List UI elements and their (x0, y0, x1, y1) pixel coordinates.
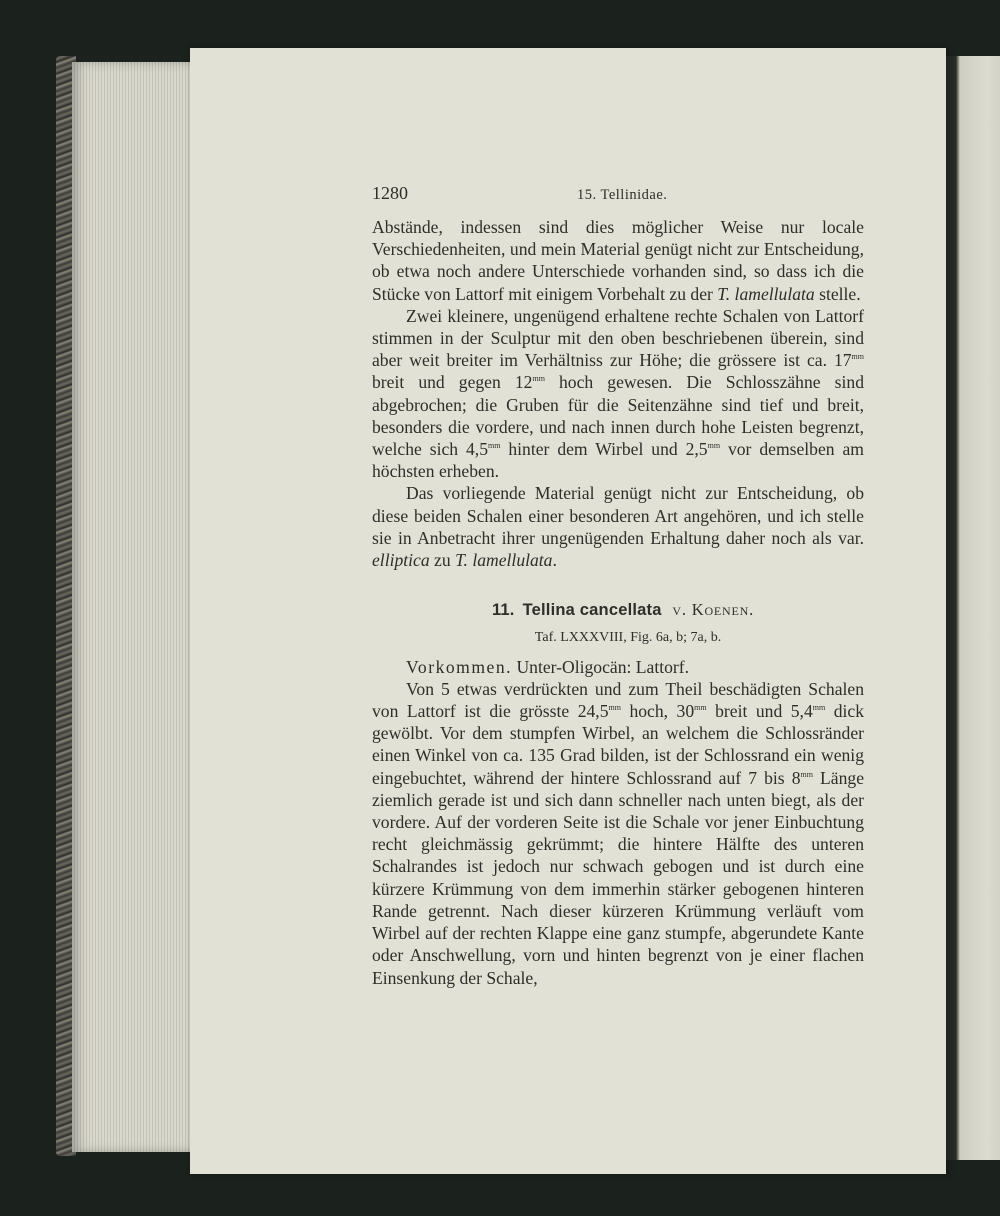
variety-name: elliptica (372, 550, 430, 571)
occurrence-label: Vorkommen. (406, 656, 513, 677)
section-title (382, 599, 864, 621)
paragraph-3-mid: zu (429, 550, 456, 571)
unit-mm: mm (532, 374, 545, 384)
author-name: Koenen. (691, 600, 755, 620)
species-name: T. lamellulata (717, 283, 815, 304)
unit-mm: mm (707, 441, 721, 451)
running-head: 15. Tellinidae. (577, 187, 668, 203)
unit-mm: mm (812, 703, 826, 713)
paragraph-2-part: hinter dem Wirbel und 2,5 (500, 439, 708, 460)
paragraph-3 (372, 482, 864, 571)
author-prefix: v. (672, 600, 687, 620)
paragraph-1 (372, 216, 864, 305)
occurrence-line (372, 656, 864, 678)
facing-page-edge (946, 56, 1000, 1160)
paragraph-1-text: Abstände, indessen sind dies möglicher Weise nur locale Verschiedenheiten, und mein Material genügt nicht zur Entscheidung, ob etwa noch andere Unterschiede vorhanden sind, so dass ich die Stücke von Lattorf mit einigem Vorbehalt zu der (372, 217, 864, 304)
unit-mm: mm (488, 441, 501, 451)
paragraph-3-end: . (552, 550, 557, 571)
paragraph-1-end: stelle. (814, 283, 861, 304)
page-text (372, 182, 864, 989)
paragraph-2-part: vor demselben am höchsten erheben. (372, 439, 864, 482)
paragraph-4-part: Von 5 etwas verdrückten und zum Theil beschädigten Schalen von Lattorf ist die grösste 24,5 (372, 678, 864, 722)
plate-reference: Taf. LXXXVIII, Fig. 6a, b; 7a, b. (534, 630, 722, 646)
paragraph-2-part: breit und gegen 12 (372, 372, 533, 393)
author (672, 600, 754, 619)
unit-mm: mm (608, 703, 621, 713)
unit-mm: mm (800, 769, 813, 779)
paragraph-4-part: hoch, 30 (620, 701, 695, 722)
page-number: 1280 (372, 183, 408, 203)
occurrence-value: Unter-Oligocän: Lattorf. (512, 656, 690, 677)
paragraph-2-part: Zwei kleinere, ungenügend erhaltene rechte Schalen von Lattorf stimmen in der Sculptur mit den oben beschriebenen überein, sind aber weit breiter im Verhältniss zur Höhe; die grössere ist ca. 17 (372, 305, 864, 371)
paragraph-4-part: breit und 5,4 (706, 701, 813, 722)
species-name: T. lamellulata (455, 550, 553, 571)
paragraph-2-part: hoch gewesen. Die Schlosszähne sind abgebrochen; die Gruben für die Seitenzähne sind tief und breit, besonders die vordere, und nach innen durch hohe Leisten begrenzt, welche sich 4,5 (372, 372, 864, 460)
paragraph-4 (372, 678, 864, 989)
paragraph-4-part: Länge ziemlich gerade ist und sich dann schneller nach unten biegt, als der vordere. Auf der vorderen Seite ist die Schale vor jener Einbuchtung recht gleichmässig gekrümmt; die hintere Hälfte des unteren Schalrandes ist jedoch nur schwach gebogen und ist durch eine kürzere Krümmung von dem immerhin stärker gebogenen hinteren Rande getrennt. Nach dieser kürzeren Krümmung verläuft vom Wirbel auf der rechten Klappe eine ganz stumpfe, abgerundete Kante oder Anschwellung, vorn und hinten begrenzt von je einer flachen Einsenkung der Schale, (372, 767, 864, 988)
species-title: Tellina cancellata (522, 601, 662, 620)
paragraph-3-text: Das vorliegende Material genügt nicht zur Entscheidung, ob diese beiden Schalen einer besonderen Art angehören, und ich stelle sie in Anbetracht ihrer ungenügenden Erhaltung daher noch als var. (372, 483, 864, 548)
page-header (372, 182, 864, 206)
paragraph-2 (372, 305, 864, 483)
unit-mm: mm (694, 703, 707, 713)
unit-mm: mm (851, 352, 864, 362)
paragraph-4-part: dick gewölbt. Vor dem stumpfen Wirbel, an welchem die Schlossränder einen Winkel von ca. 135 Grad bilden, ist der Schlossrand ein wenig eingebuchtet, während der hintere Schlossrand auf 7 bis 8 (372, 701, 864, 788)
section-number: 11. (491, 601, 515, 620)
